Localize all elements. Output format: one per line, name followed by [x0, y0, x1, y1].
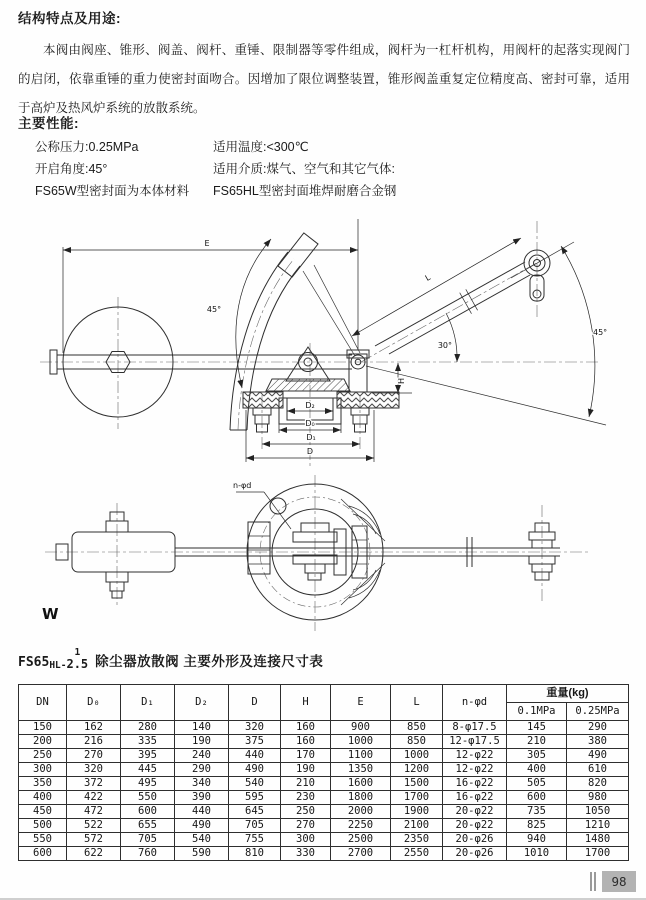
table-cell: 490: [567, 749, 629, 763]
table-cell: 2250: [331, 819, 391, 833]
table-cell: 372: [67, 777, 121, 791]
table-cell: 305: [507, 749, 567, 763]
table-cell: 190: [175, 735, 229, 749]
table-cell: 375: [229, 735, 281, 749]
dim-d2-label: D₂: [305, 401, 315, 410]
table-cell: 2350: [391, 833, 443, 847]
table-cell: 550: [19, 833, 67, 847]
column-header-d1: D₁: [121, 685, 175, 721]
table-cell: 735: [507, 805, 567, 819]
spec-seal-hl: FS65HL型密封面堆焊耐磨合金钢: [213, 184, 397, 198]
fraction-denominator: 2.5: [66, 656, 89, 671]
table-cell: 162: [67, 721, 121, 735]
table-cell: 705: [121, 833, 175, 847]
table-cell: 16-φ22: [443, 791, 507, 805]
table-cell: 1700: [567, 847, 629, 861]
table-cell: 1480: [567, 833, 629, 847]
features-paragraph: 本阀由阀座、锥形、阀盖、阀杆、重锤、限制器等零件组成，阀杆为一杠杆机构，用阀杆的起落实现阀门的启闭，依靠重锤的重力使密封面吻合。因增加了限位调整装置，锥形阀盖重复定位精度高、密封可靠，适用于高炉及热风炉系统的放散系统。: [18, 43, 630, 115]
spec-medium: 适用介质:煤气、空气和其它气体:: [213, 162, 395, 176]
table-cell: 330: [281, 847, 331, 861]
table-cell: 900: [331, 721, 391, 735]
table-cell: 270: [281, 819, 331, 833]
table-cell: 850: [391, 735, 443, 749]
valve-cone: [266, 379, 350, 391]
table-cell: 2700: [331, 847, 391, 861]
plan-view: [42, 475, 588, 631]
table-cell: 400: [19, 791, 67, 805]
table-cell: 445: [121, 763, 175, 777]
table-cell: 210: [507, 735, 567, 749]
table-row: [19, 735, 629, 749]
table-cell: 645: [229, 805, 281, 819]
table-cell: 190: [281, 763, 331, 777]
valve-lid-plate: [278, 233, 318, 277]
performance-heading: 主要性能:: [18, 116, 79, 131]
table-cell: 1010: [507, 847, 567, 861]
table-body: [19, 721, 629, 861]
table-cell: 1000: [331, 735, 391, 749]
table-row: [19, 847, 629, 861]
elevation-view: [40, 219, 607, 467]
table-cell: 600: [121, 805, 175, 819]
page-edge-bar: [594, 872, 596, 891]
table-row: [19, 819, 629, 833]
table-cell: 1350: [331, 763, 391, 777]
spec-seal-w: FS65W型密封面为本体材料: [35, 184, 190, 198]
column-header-weight: 重量(kg): [507, 685, 629, 703]
table-cell: 450: [19, 805, 67, 819]
table-cell: 1000: [391, 749, 443, 763]
lid-swing-angle-label: 45°: [206, 305, 222, 314]
table-title: [18, 648, 323, 670]
table-cell: 160: [281, 721, 331, 735]
table-cell: 12-φ22: [443, 763, 507, 777]
table-cell: 622: [67, 847, 121, 861]
fraction-numerator: 1: [74, 647, 81, 658]
table-cell: 820: [567, 777, 629, 791]
table-cell: 1800: [331, 791, 391, 805]
column-header-e: E: [331, 685, 391, 721]
table-cell: 655: [121, 819, 175, 833]
table-cell: 472: [67, 805, 121, 819]
table-cell: 1700: [391, 791, 443, 805]
table-cell: 320: [67, 763, 121, 777]
table-cell: 572: [67, 833, 121, 847]
dim-d0-label: D₀: [305, 419, 315, 428]
table-cell: 755: [229, 833, 281, 847]
table-cell: 940: [507, 833, 567, 847]
table-cell: 2500: [331, 833, 391, 847]
arm-angle-label: 30°: [437, 341, 452, 350]
flange-right: [337, 392, 399, 408]
table-row: [19, 749, 629, 763]
table-cell: 850: [391, 721, 443, 735]
table-cell: 2100: [391, 819, 443, 833]
table-cell: 980: [567, 791, 629, 805]
column-header-l: L: [391, 685, 443, 721]
column-header-d0: D₀: [67, 685, 121, 721]
table-cell: 540: [229, 777, 281, 791]
table-cell: 300: [281, 833, 331, 847]
table-cell: 145: [507, 721, 567, 735]
column-header-dn: DN: [19, 685, 67, 721]
table-cell: 216: [67, 735, 121, 749]
dimension-table: [18, 684, 629, 861]
dim-h-label: H: [397, 377, 406, 385]
flange-left: [243, 392, 283, 408]
table-cell: 350: [19, 777, 67, 791]
spec-open-angle: 开启角度:45°: [35, 162, 108, 176]
table-cell: 825: [507, 819, 567, 833]
table-cell: 600: [19, 847, 67, 861]
table-cell: 540: [175, 833, 229, 847]
table-cell: 2000: [331, 805, 391, 819]
table-cell: 210: [281, 777, 331, 791]
spec-row: [35, 159, 625, 177]
table-cell: 16-φ22: [443, 777, 507, 791]
column-header-bolts: n-φd: [443, 685, 507, 721]
table-cell: 395: [121, 749, 175, 763]
table-title-text: 除尘器放散阀 主要外形及连接尺寸表: [95, 653, 324, 669]
table-cell: 20-φ26: [443, 833, 507, 847]
page-edge-bar: [590, 872, 592, 891]
table-cell: 1900: [391, 805, 443, 819]
table-cell: 495: [121, 777, 175, 791]
table-cell: 12-φ17.5: [443, 735, 507, 749]
table-cell: 1050: [567, 805, 629, 819]
view-w-label: W: [42, 605, 59, 623]
table-cell: 490: [175, 819, 229, 833]
column-header-weight-025mpa: 0.25MPa: [567, 703, 629, 721]
table-cell: 240: [175, 749, 229, 763]
table-cell: 422: [67, 791, 121, 805]
table-cell: 8-φ17.5: [443, 721, 507, 735]
table-cell: 705: [229, 819, 281, 833]
table-row: [19, 791, 629, 805]
table-cell: 290: [175, 763, 229, 777]
table-cell: 1500: [391, 777, 443, 791]
technical-drawing: [0, 205, 646, 645]
features-heading: 结构特点及用途:: [18, 11, 121, 26]
spec-pressure: 公称压力:0.25MPa: [35, 140, 139, 154]
model-prefix: FS65: [18, 654, 50, 670]
table-cell: 200: [19, 735, 67, 749]
table-cell: 1200: [391, 763, 443, 777]
table-cell: 340: [175, 777, 229, 791]
table-cell: 1600: [331, 777, 391, 791]
table-cell: 300: [19, 763, 67, 777]
column-header-d: D: [229, 685, 281, 721]
table-cell: 522: [67, 819, 121, 833]
table-cell: 590: [175, 847, 229, 861]
table-cell: 1210: [567, 819, 629, 833]
table-cell: 230: [281, 791, 331, 805]
header-row: [19, 685, 629, 703]
column-header-weight-01mpa: 0.1MPa: [507, 703, 567, 721]
table-cell: 500: [19, 819, 67, 833]
table-cell: 250: [281, 805, 331, 819]
dim-d-label: D: [306, 447, 314, 456]
table-cell: 20-φ26: [443, 847, 507, 861]
table-cell: 1100: [331, 749, 391, 763]
table-cell: 760: [121, 847, 175, 861]
table-cell: 20-φ22: [443, 819, 507, 833]
table-cell: 390: [175, 791, 229, 805]
table-cell: 595: [229, 791, 281, 805]
table-cell: 140: [175, 721, 229, 735]
table-cell: 380: [567, 735, 629, 749]
dim-l-label: L: [423, 272, 432, 283]
table-cell: 550: [121, 791, 175, 805]
table-cell: 335: [121, 735, 175, 749]
table-cell: 320: [229, 721, 281, 735]
table-row: [19, 805, 629, 819]
model-pressure-fraction: [66, 648, 88, 670]
dim-e-label: E: [204, 239, 210, 248]
swing-angle-label: 45°: [593, 328, 608, 337]
page-number-badge: 98: [602, 871, 636, 892]
table-cell: 600: [507, 791, 567, 805]
table-cell: 2550: [391, 847, 443, 861]
column-header-d2: D₂: [175, 685, 229, 721]
table-cell: 610: [567, 763, 629, 777]
spec-row: [35, 137, 625, 155]
table-cell: 290: [567, 721, 629, 735]
dim-d1-label: D₁: [306, 433, 316, 442]
bolt-holes-label: n-φd: [233, 481, 252, 490]
table-cell: 280: [121, 721, 175, 735]
page-number-area: [590, 870, 636, 892]
table-cell: 150: [19, 721, 67, 735]
spec-temperature: 适用温度:<300℃: [213, 140, 309, 154]
table-cell: 12-φ22: [443, 749, 507, 763]
table-cell: 505: [507, 777, 567, 791]
table-row: [19, 833, 629, 847]
table-cell: 810: [229, 847, 281, 861]
table-cell: 440: [175, 805, 229, 819]
spec-row: [35, 181, 625, 199]
table-cell: 440: [229, 749, 281, 763]
table-cell: 270: [67, 749, 121, 763]
table-cell: 490: [229, 763, 281, 777]
table-cell: 400: [507, 763, 567, 777]
column-header-h: H: [281, 685, 331, 721]
table-row: [19, 721, 629, 735]
table-cell: 20-φ22: [443, 805, 507, 819]
table-row: [19, 777, 629, 791]
table-cell: 250: [19, 749, 67, 763]
model-subscript: HL-: [49, 659, 67, 671]
table-cell: 160: [281, 735, 331, 749]
table-row: [19, 763, 629, 777]
table-cell: 170: [281, 749, 331, 763]
